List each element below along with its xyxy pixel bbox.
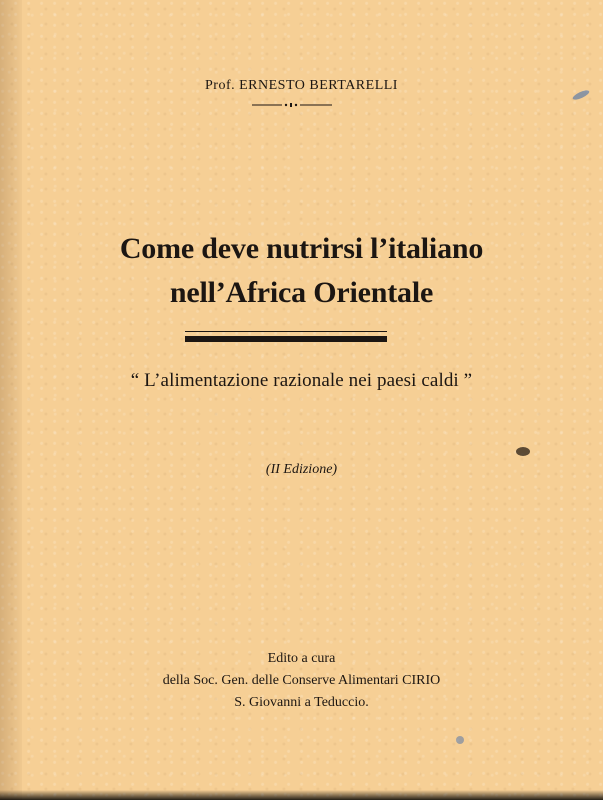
publisher-line-1: Edito a cura <box>267 651 336 666</box>
author-name: Prof. ERNESTO BERTARELLI <box>205 78 398 93</box>
book-title-line-2: nell’Africa Orientale <box>169 276 434 309</box>
bottom-edge-shadow <box>0 790 603 800</box>
publisher-line-3: S. Giovanni a Teduccio. <box>234 695 369 710</box>
book-title-line-1: Come deve nutrirsi l’italiano <box>119 232 484 265</box>
publisher-block <box>0 648 603 714</box>
title-rule-thin <box>185 331 387 332</box>
publisher-line-2: della Soc. Gen. delle Conserve Alimentari CIRIO <box>162 673 441 688</box>
book-subtitle: “ L’alimentazione razionale nei paesi caldi ” <box>130 370 473 391</box>
ink-spot <box>516 447 530 456</box>
book-title <box>0 227 603 315</box>
edition-label: (II Edizione) <box>265 462 338 477</box>
title-rule-thick <box>185 336 387 342</box>
ornament-divider <box>252 101 332 109</box>
blue-speck <box>456 736 464 744</box>
